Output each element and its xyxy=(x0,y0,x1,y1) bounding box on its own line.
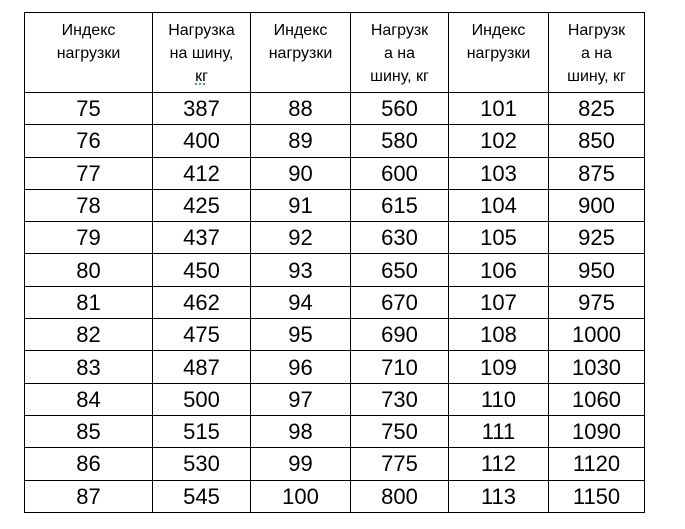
table-row xyxy=(25,125,645,157)
load-index-cell: 77 xyxy=(25,157,153,189)
load-index-cell: 84 xyxy=(25,383,153,415)
load-index-cell: 91 xyxy=(251,189,351,221)
load-index-cell: 96 xyxy=(251,351,351,383)
load-index-cell: 99 xyxy=(251,448,351,480)
tire-load-cell: 412 xyxy=(153,157,251,189)
load-index-cell: 80 xyxy=(25,254,153,286)
tire-load-cell: 615 xyxy=(351,189,449,221)
table-row xyxy=(25,480,645,512)
tire-load-cell: 750 xyxy=(351,415,449,447)
table-row xyxy=(25,319,645,351)
load-index-cell: 106 xyxy=(449,254,549,286)
tire-load-cell: 1090 xyxy=(549,415,645,447)
load-index-cell: 104 xyxy=(449,189,549,221)
tire-load-cell: 475 xyxy=(153,319,251,351)
header-tire-load-2: Нагрузк а на шину, кг xyxy=(351,13,449,93)
tire-load-cell: 690 xyxy=(351,319,449,351)
load-index-cell: 85 xyxy=(25,415,153,447)
tire-load-cell: 925 xyxy=(549,222,645,254)
load-index-cell: 76 xyxy=(25,125,153,157)
load-index-cell: 78 xyxy=(25,189,153,221)
load-index-cell: 94 xyxy=(251,286,351,318)
load-index-cell: 75 xyxy=(25,93,153,125)
table-row xyxy=(25,222,645,254)
header-tire-load-1: Нагрузка на шину, кг xyxy=(153,13,251,93)
tire-load-cell: 515 xyxy=(153,415,251,447)
load-index-cell: 105 xyxy=(449,222,549,254)
tire-load-cell: 800 xyxy=(351,480,449,512)
tire-load-cell: 900 xyxy=(549,189,645,221)
header-row xyxy=(25,13,645,93)
load-index-cell: 103 xyxy=(449,157,549,189)
tire-load-cell: 487 xyxy=(153,351,251,383)
table-row xyxy=(25,189,645,221)
load-index-cell: 100 xyxy=(251,480,351,512)
header-tire-load-3: Нагрузк а на шину, кг xyxy=(549,13,645,93)
header-load-index-3: Индекс нагрузки xyxy=(449,13,549,93)
tire-load-cell: 437 xyxy=(153,222,251,254)
load-index-cell: 83 xyxy=(25,351,153,383)
tire-load-cell: 450 xyxy=(153,254,251,286)
tire-load-cell: 710 xyxy=(351,351,449,383)
header-load-index-2: Индекс нагрузки xyxy=(251,13,351,93)
tire-load-cell: 730 xyxy=(351,383,449,415)
load-index-cell: 113 xyxy=(449,480,549,512)
tire-load-cell: 545 xyxy=(153,480,251,512)
tire-load-cell: 400 xyxy=(153,125,251,157)
tire-load-cell: 1060 xyxy=(549,383,645,415)
tire-load-cell: 1000 xyxy=(549,319,645,351)
table-row xyxy=(25,157,645,189)
tire-load-cell: 825 xyxy=(549,93,645,125)
load-index-cell: 95 xyxy=(251,319,351,351)
tire-load-cell: 600 xyxy=(351,157,449,189)
load-index-table xyxy=(24,12,645,513)
tire-load-cell: 560 xyxy=(351,93,449,125)
tire-load-cell: 462 xyxy=(153,286,251,318)
load-index-cell: 89 xyxy=(251,125,351,157)
table-row xyxy=(25,286,645,318)
load-index-cell: 87 xyxy=(25,480,153,512)
load-index-cell: 107 xyxy=(449,286,549,318)
load-index-cell: 90 xyxy=(251,157,351,189)
load-index-cell: 101 xyxy=(449,93,549,125)
tire-load-cell: 950 xyxy=(549,254,645,286)
tire-load-cell: 580 xyxy=(351,125,449,157)
table-row xyxy=(25,383,645,415)
load-index-cell: 79 xyxy=(25,222,153,254)
tire-load-cell: 1150 xyxy=(549,480,645,512)
load-index-cell: 110 xyxy=(449,383,549,415)
load-index-cell: 108 xyxy=(449,319,549,351)
load-index-cell: 88 xyxy=(251,93,351,125)
tire-load-cell: 775 xyxy=(351,448,449,480)
load-index-cell: 111 xyxy=(449,415,549,447)
tire-load-cell: 1120 xyxy=(549,448,645,480)
header-load-index-1: Индекс нагрузки xyxy=(25,13,153,93)
table-row xyxy=(25,254,645,286)
load-index-cell: 93 xyxy=(251,254,351,286)
load-index-cell: 82 xyxy=(25,319,153,351)
table-row xyxy=(25,93,645,125)
table-row xyxy=(25,415,645,447)
load-index-cell: 81 xyxy=(25,286,153,318)
tire-load-cell: 875 xyxy=(549,157,645,189)
tire-load-cell: 425 xyxy=(153,189,251,221)
table-row xyxy=(25,448,645,480)
load-index-cell: 97 xyxy=(251,383,351,415)
load-index-cell: 86 xyxy=(25,448,153,480)
load-index-cell: 98 xyxy=(251,415,351,447)
tire-load-cell: 975 xyxy=(549,286,645,318)
tire-load-cell: 530 xyxy=(153,448,251,480)
load-index-cell: 102 xyxy=(449,125,549,157)
load-index-cell: 92 xyxy=(251,222,351,254)
tire-load-cell: 630 xyxy=(351,222,449,254)
tire-load-cell: 850 xyxy=(549,125,645,157)
tire-load-cell: 387 xyxy=(153,93,251,125)
tire-load-cell: 670 xyxy=(351,286,449,318)
tire-load-cell: 500 xyxy=(153,383,251,415)
table-row xyxy=(25,351,645,383)
load-index-cell: 112 xyxy=(449,448,549,480)
tire-load-cell: 1030 xyxy=(549,351,645,383)
load-index-cell: 109 xyxy=(449,351,549,383)
tire-load-cell: 650 xyxy=(351,254,449,286)
